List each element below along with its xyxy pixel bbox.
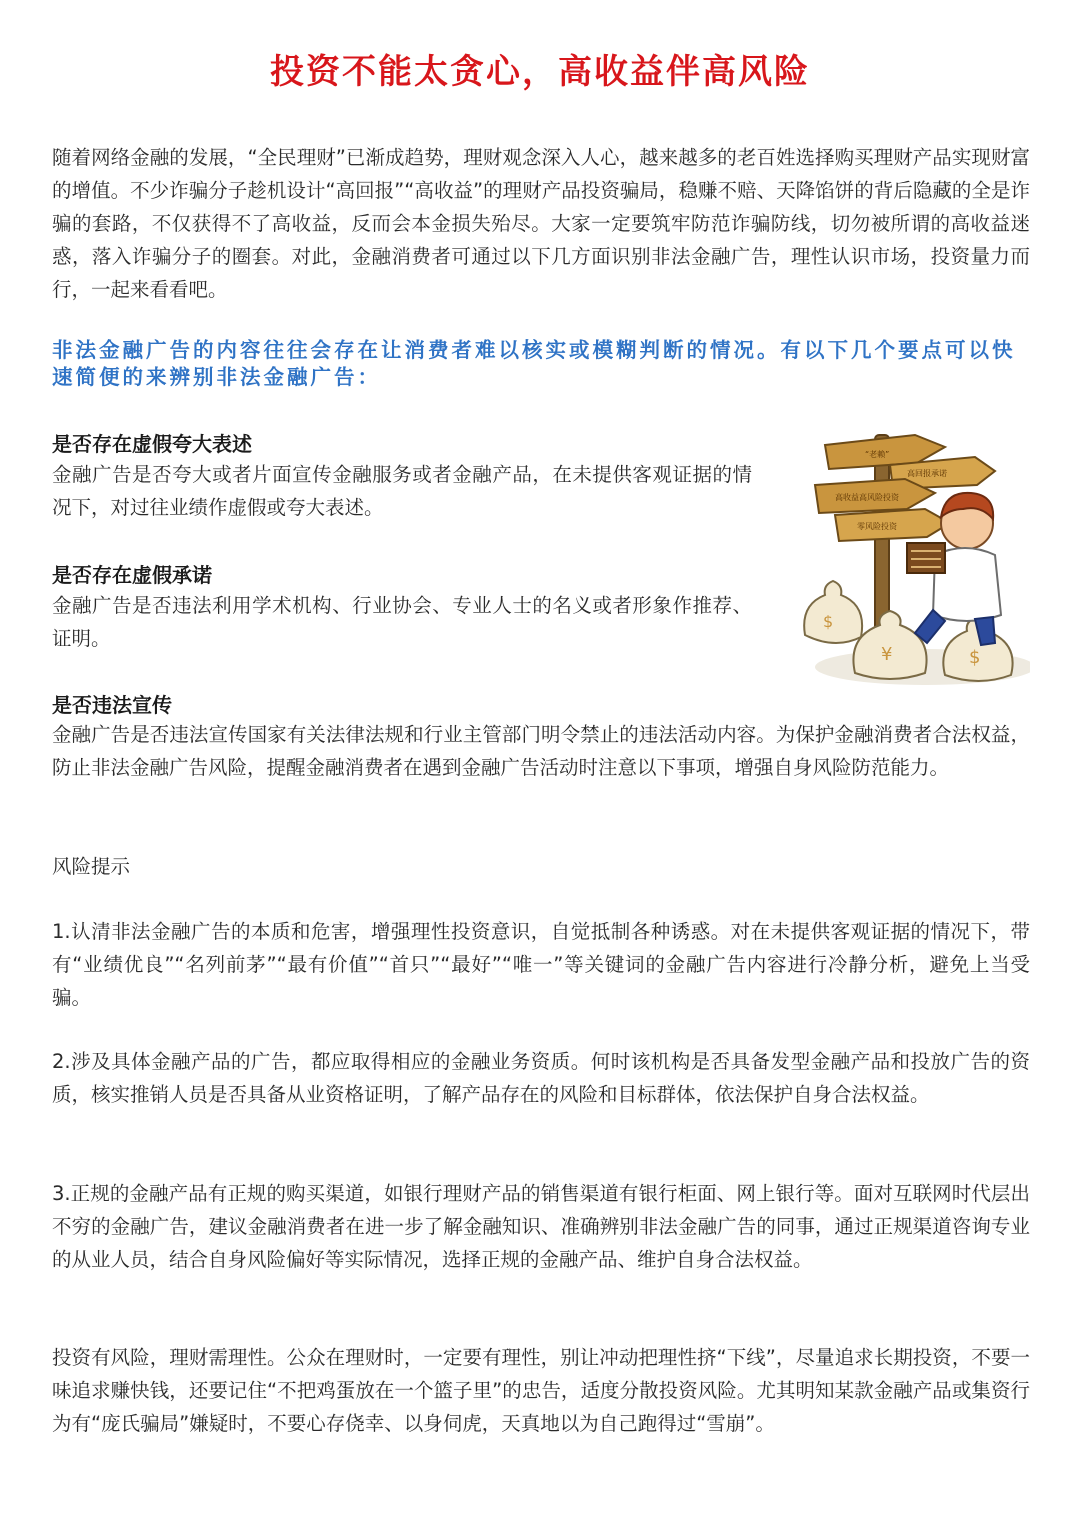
sign-label-3: 高收益高风险投资 xyxy=(835,493,899,502)
investment-illustration xyxy=(795,405,1030,690)
svg-text:$: $ xyxy=(823,612,834,631)
section-2-body: 金融广告是否违法利用学术机构、行业协会、专业人士的名义或者形象作推荐、证明。 xyxy=(52,594,752,650)
page-title: 投资不能太贪心，高收益伴高风险 xyxy=(270,52,810,92)
highlight-heading: 非法金融广告的内容往往会存在让消费者难以核实或模糊判断的情况。有以下几个要点可以快速简便的来辨别非法金融广告： xyxy=(52,338,1016,389)
section-2-heading: 是否存在虚假承诺 xyxy=(52,563,212,587)
sign-label-1: “老赖” xyxy=(865,450,890,459)
section-1-body: 金融广告是否夸大或者片面宣传金融服务或者金融产品，在未提供客观证据的情况下，对过往业绩作虚假或夸大表述。 xyxy=(52,463,752,519)
sign-label-2: 高回报承诺 xyxy=(907,469,947,478)
section-3-body: 金融广告是否违法宣传国家有关法律法规和行业主管部门明令禁止的违法活动内容。为保护金融消费者合法权益，防止非法金融广告风险，提醒金融消费者在遇到金融广告活动时注意以下事项，增强自身风险防范能力。 xyxy=(52,723,1030,779)
closing-paragraph: 投资有风险，理财需理性。公众在理财时，一定要有理性，别让冲动把理性挤“下线”，尽量追求长期投资，不要一味追求赚快钱，还要记住“不把鸡蛋放在一个篮子里”的忠告，适度分散投资风险。尤其明知某款金融产品或集资行为有“庞氏骗局”嫌疑时，不要心存侥幸、以身伺虎，天真地以为自己跑得过“雪崩”。 xyxy=(52,1346,1030,1435)
risk-item-2: 2.涉及具体金融产品的广告，都应取得相应的金融业务资质。何时该机构是否具备发型金融产品和投放广告的资质，核实推销人员是否具备从业资格证明，了解产品存在的风险和目标群体，依法保护自身合法权益。 xyxy=(52,1050,1030,1106)
risk-heading: 风险提示 xyxy=(52,855,131,878)
section-3-heading: 是否违法宣传 xyxy=(52,693,172,717)
svg-text:$: $ xyxy=(969,647,981,668)
svg-text:¥: ¥ xyxy=(881,644,893,665)
abacus xyxy=(907,543,945,573)
money-bag-center xyxy=(853,611,926,679)
risk-item-1: 1.认清非法金融广告的本质和危害，增强理性投资意识，自觉抵制各种诱惑。对在未提供客观证据的情况下，带有“业绩优良”“名列前茅”“最有价值”“首只”“最好”“唯一”等关键词的金融广告内容进行冷静分析，避免上当受骗。 xyxy=(52,920,1030,1009)
sign-label-4: 零风险投资 xyxy=(857,522,897,531)
money-bag-left xyxy=(804,581,862,643)
section-1-heading: 是否存在虚假夸大表述 xyxy=(52,432,252,456)
risk-item-3: 3.正规的金融产品有正规的购买渠道，如银行理财产品的销售渠道有银行柜面、网上银行等。面对互联网时代层出不穷的金融广告，建议金融消费者在进一步了解金融知识、准确辨别非法金融广告的同事，通过正规渠道咨询专业的从业人员，结合自身风险偏好等实际情况，选择正规的金融产品、维护自身合法权益。 xyxy=(52,1182,1030,1271)
intro-paragraph: 随着网络金融的发展，“全民理财”已渐成趋势，理财观念深入人心，越来越多的老百姓选择购买理财产品实现财富的增值。不少诈骗分子趁机设计“高回报”“高收益”的理财产品投资骗局，稳赚不赔、天降馅饼的背后隐藏的全是诈骗的套路，不仅获得不了高收益，反而会本金损失殆尽。大家一定要筑牢防范诈骗防线，切勿被所谓的高收益迷惑，落入诈骗分子的圈套。对此，金融消费者可通过以下几方面识别非法金融广告，理性认识市场，投资量力而行，一起来看看吧。 xyxy=(52,146,1030,301)
